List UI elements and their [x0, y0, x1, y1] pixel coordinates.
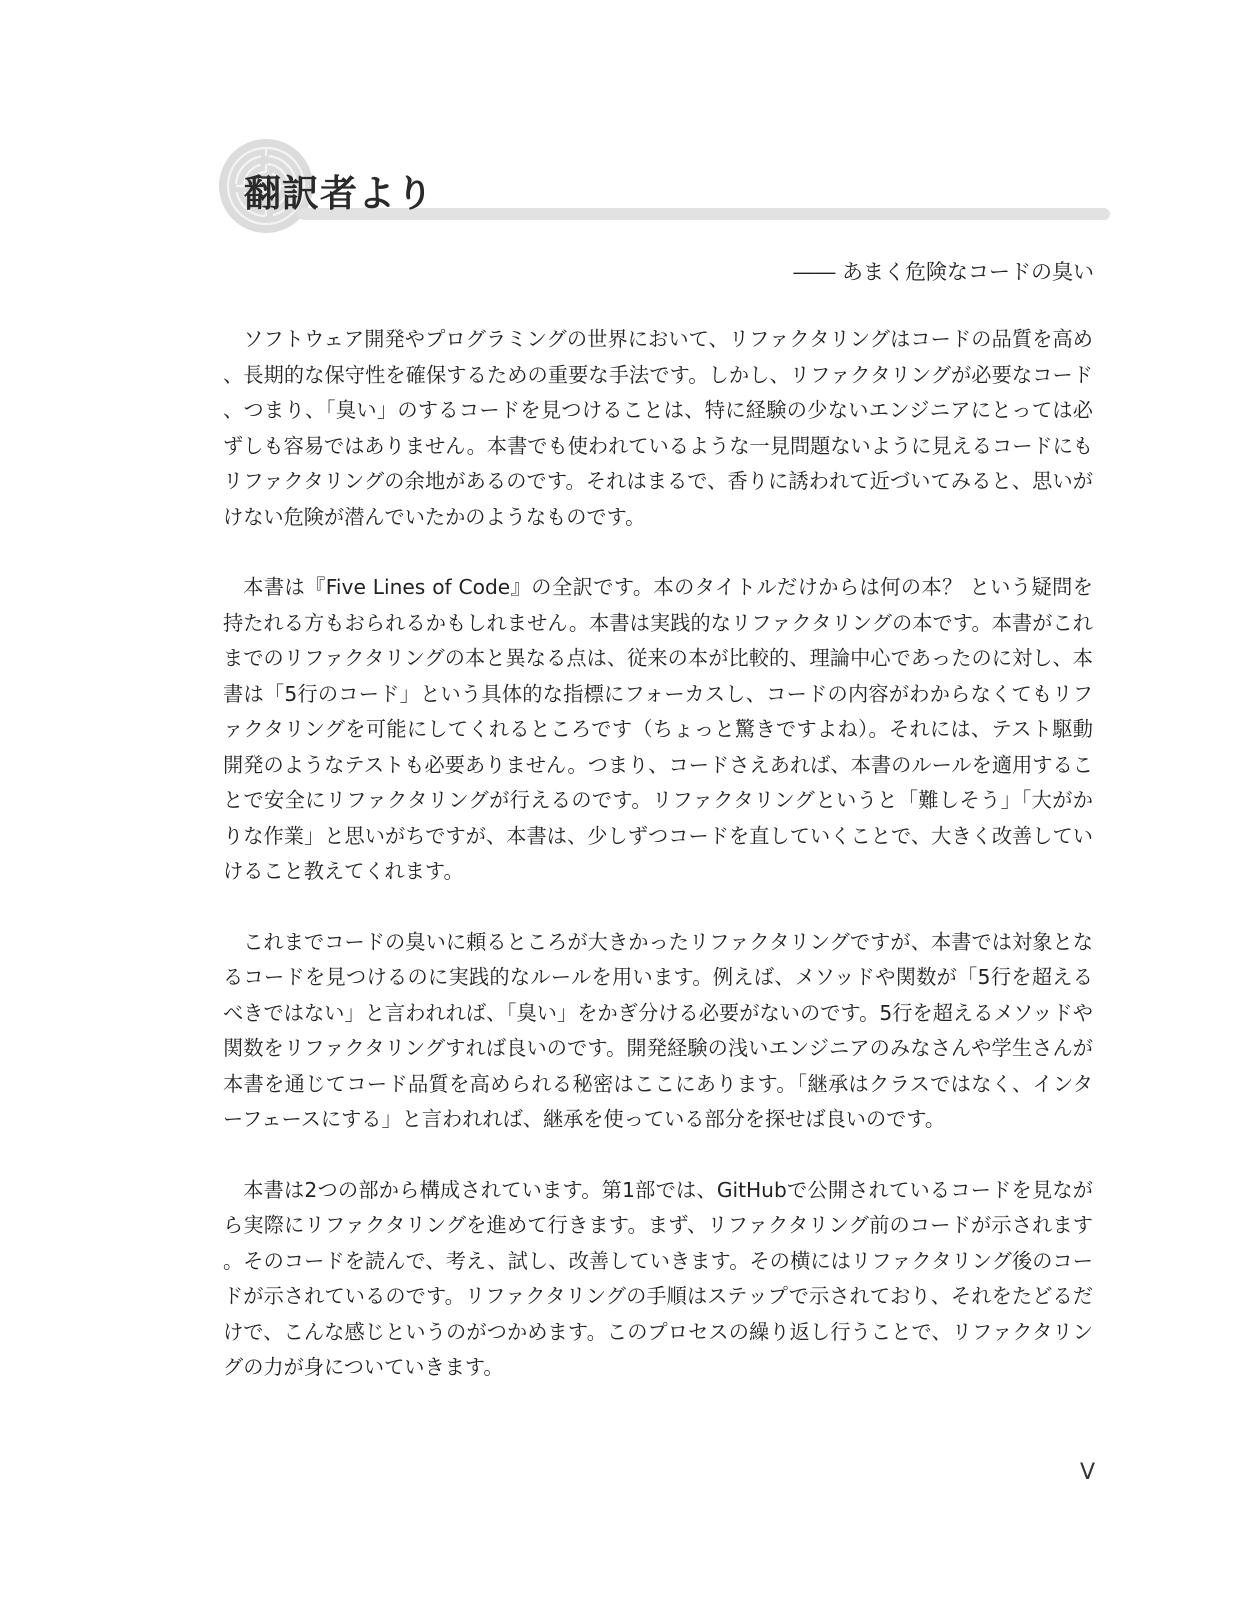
page-title: 翻訳者より	[244, 172, 434, 215]
paragraph: 本書は2つの部から構成されています。第1部では、GitHubで公開されているコードを見ながら実際にリファクタリングを進めて行きます。まず、リファクタリング前のコードが示されます。そのコードを読んで、考え、試し、改善していきます。その横にはリファクタリング後のコードが示されているのです。リファクタリングの手順はステップで示されており、それをたどるだけで、こんな感じというのがつかめます。このプロセスの繰り返し行うことで、リファクタリングの力が身についていきます。	[223, 1177, 1093, 1379]
paragraph: これまでコードの臭いに頼るところが大きかったリファクタリングですが、本書では対象となるコードを見つけるのに実践的なルールを用います。例えば、メソッドや関数が「5行を超えるべきではない」と言われれば、「臭い」をかぎ分ける必要がないのです。5行を超えるメソッドや関数をリファクタリングすれば良いのです。開発経験の浅いエンジニアのみなさんや学生さんが本書を通じてコード品質を高められる秘密はここにあります。「継承はクラスではなく、インターフェースにする」と言われれば、継承を使っている部分を探せば良いのです。	[223, 929, 1093, 1131]
paragraph: ソフトウェア開発やプログラミングの世界において、リファクタリングはコードの品質を高め、長期的な保守性を確保するための重要な手法です。しかし、リファクタリングが必要なコード、つまり、「臭い」のするコードを見つけることは、特に経験の少ないエンジニアにとっては必ずしも容易ではありません。本書でも使われているような一見問題ないように見えるコードにもリファクタリングの余地があるのです。それはまるで、香りに誘われて近づいてみると、思いがけない危険が潜んでいたかのようなものです。	[223, 327, 1093, 529]
page-subtitle: ―― あまく危険なコードの臭い	[793, 260, 1094, 284]
body-text	[223, 322, 1093, 1421]
page-number: V	[1080, 1460, 1096, 1485]
paragraph: 本書は『Five Lines of Code』の全訳です。本のタイトルだけからは何の本？ という疑問を持たれる方もおられるかもしれません。本書は実践的なリファクタリングの本です。本書がこれまでのリファクタリングの本と異なる点は、従来の本が比較的、理論中心であったのに対し、本書は「5行のコード」という具体的な指標にフォーカスし、コードの内容がわからなくてもリファクタリングを可能にしてくれるところです（ちょっと驚きですよね）。それには、テスト駆動開発のようなテストも必要ありません。つまり、コードさえあれば、本書のルールを適用することで安全にリファクタリングが行えるのです。リファクタリングというと「難しそう」「大がかりな作業」と思いがちですが、本書は、少しずつコードを直していくことで、大きく改善していけること教えてくれます。	[223, 575, 1093, 883]
chapter-heading	[218, 138, 1098, 238]
